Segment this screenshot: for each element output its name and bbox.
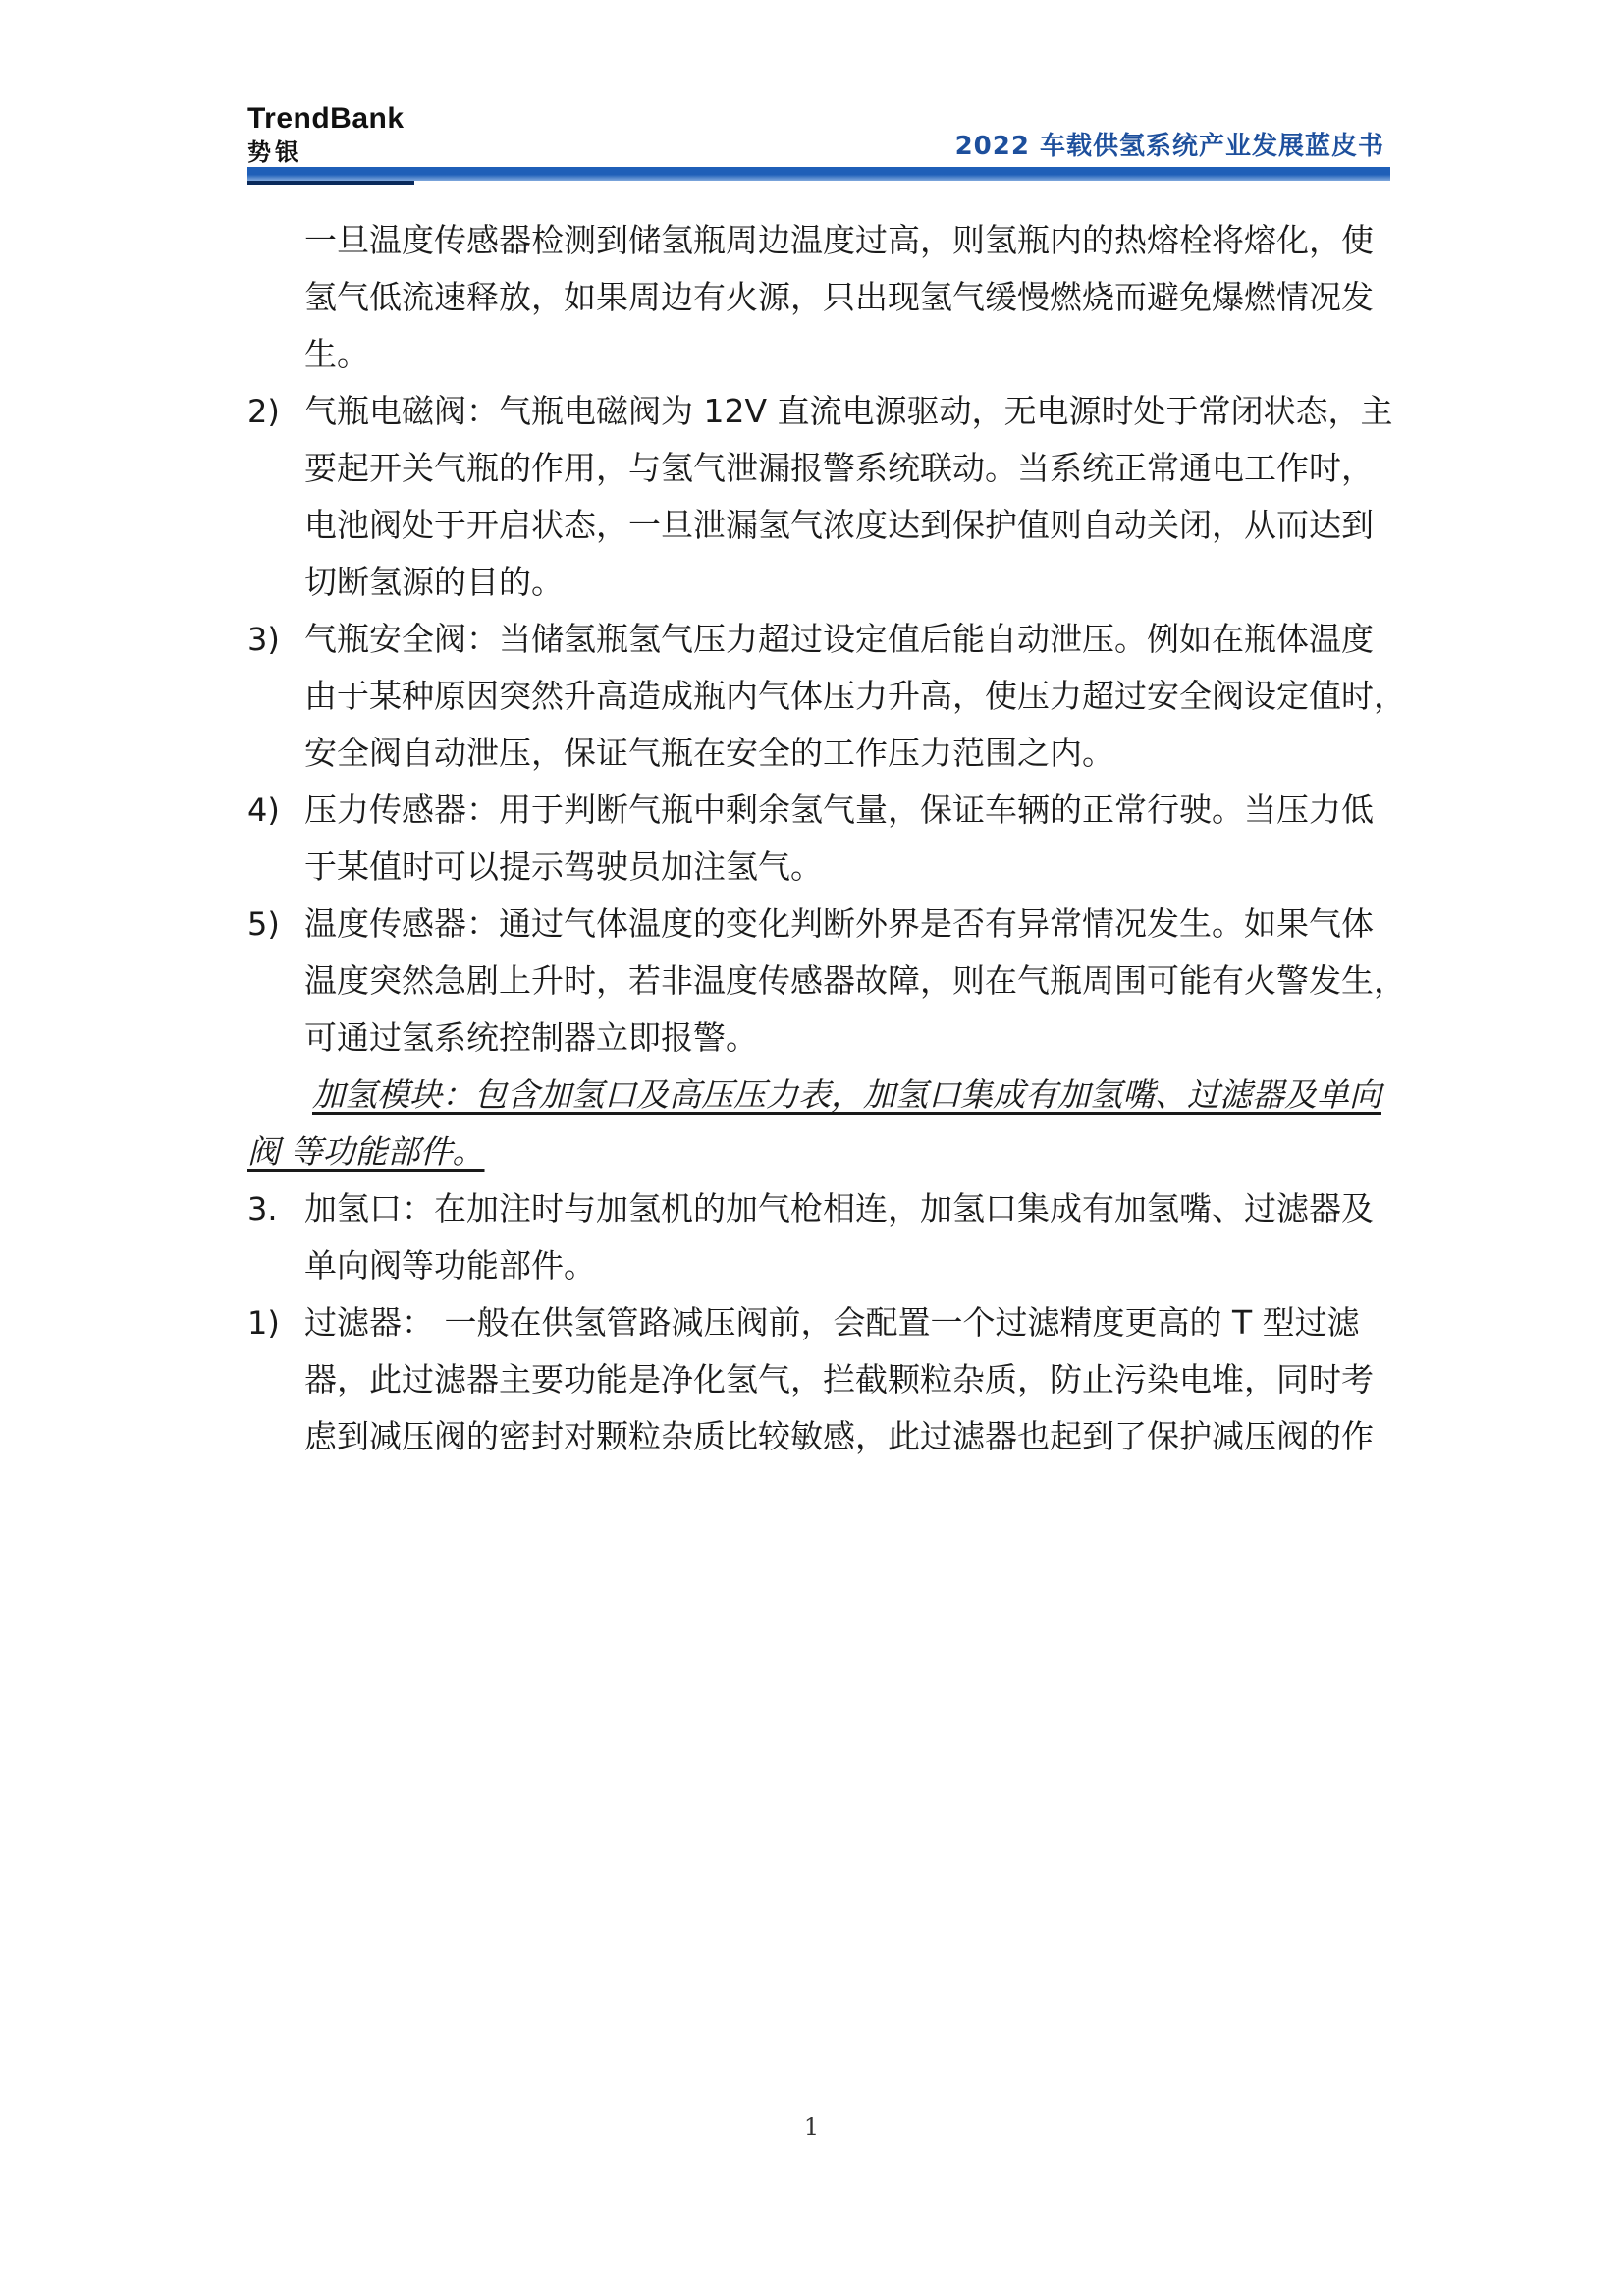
text-line: 温度突然急剧上升时，若非温度传感器故障，则在气瓶周围可能有火警发生，: [304, 961, 1406, 1000]
text-line: 气瓶安全阀：当储氢瓶氢气压力超过设定值后能自动泄压。例如在瓶体温度: [304, 620, 1374, 658]
logo-english: TrendBank: [247, 102, 405, 135]
text-line: 过滤器： 一般在供氢管路减压阀前，会配置一个过滤精度更高的 T 型过滤: [304, 1303, 1360, 1341]
text-line: 虑到减压阀的密封对颗粒杂质比较敏感，此过滤器也起到了保护减压阀的作: [304, 1417, 1374, 1455]
text-line: 加氢模块：包含加氢口及高压压力表，加氢口集成有加氢嘴、过滤器及单向: [312, 1075, 1381, 1114]
logo-chinese: 势银: [247, 138, 302, 166]
text-line: 加氢口：在加注时与加氢机的加气枪相连，加氢口集成有加氢嘴、过滤器及: [304, 1189, 1374, 1228]
text-line: 阀 等功能部件。: [247, 1132, 485, 1171]
text-line: 压力传感器：用于判断气瓶中剩余氢气量，保证车辆的正常行驶。当压力低: [304, 791, 1374, 829]
header-divider: [247, 167, 1390, 181]
page-number: 1: [803, 2113, 820, 2141]
text-line: 氢气低流速释放，如果周边有火源，只出现氢气缓慢燃烧而避免爆燃情况发: [304, 278, 1374, 316]
text-line: 器，此过滤器主要功能是净化氢气，拦截颗粒杂质，防止污染电堆，同时考: [304, 1360, 1374, 1398]
text-line: 由于某种原因突然升高造成瓶内气体压力升高，使压力超过安全阀设定值时，: [304, 677, 1406, 715]
text-line: 气瓶电磁阀：气瓶电磁阀为 12V 直流电源驱动，无电源时处于常闭状态，主: [304, 392, 1393, 430]
header-divider-accent: [247, 181, 414, 185]
text-line: 切断氢源的目的。: [304, 563, 564, 601]
text-line: 生。: [304, 335, 369, 373]
text-line: 温度传感器：通过气体温度的变化判断外界是否有异常情况发生。如果气体: [304, 904, 1374, 943]
text-line: 电池阀处于开启状态，一旦泄漏氢气浓度达到保护值则自动关闭，从而达到: [304, 506, 1374, 544]
report-title: 2022 车载供氢系统产业发展蓝皮书: [954, 132, 1384, 161]
text-line: 于某值时可以提示驾驶员加注氢气。: [304, 847, 823, 886]
text-line: 单向阀等功能部件。: [304, 1246, 596, 1285]
trendbank-logo: [247, 102, 405, 167]
text-line: 要起开关气瓶的作用，与氢气泄漏报警系统联动。当系统正常通电工作时，: [304, 449, 1374, 487]
text-line: 可通过氢系统控制器立即报警。: [304, 1018, 758, 1057]
text-line: 安全阀自动泄压，保证气瓶在安全的工作压力范围之内。: [304, 734, 1114, 772]
text-line: 一旦温度传感器检测到储氢瓶周边温度过高，则氢瓶内的热熔栓将熔化，使: [304, 221, 1374, 259]
